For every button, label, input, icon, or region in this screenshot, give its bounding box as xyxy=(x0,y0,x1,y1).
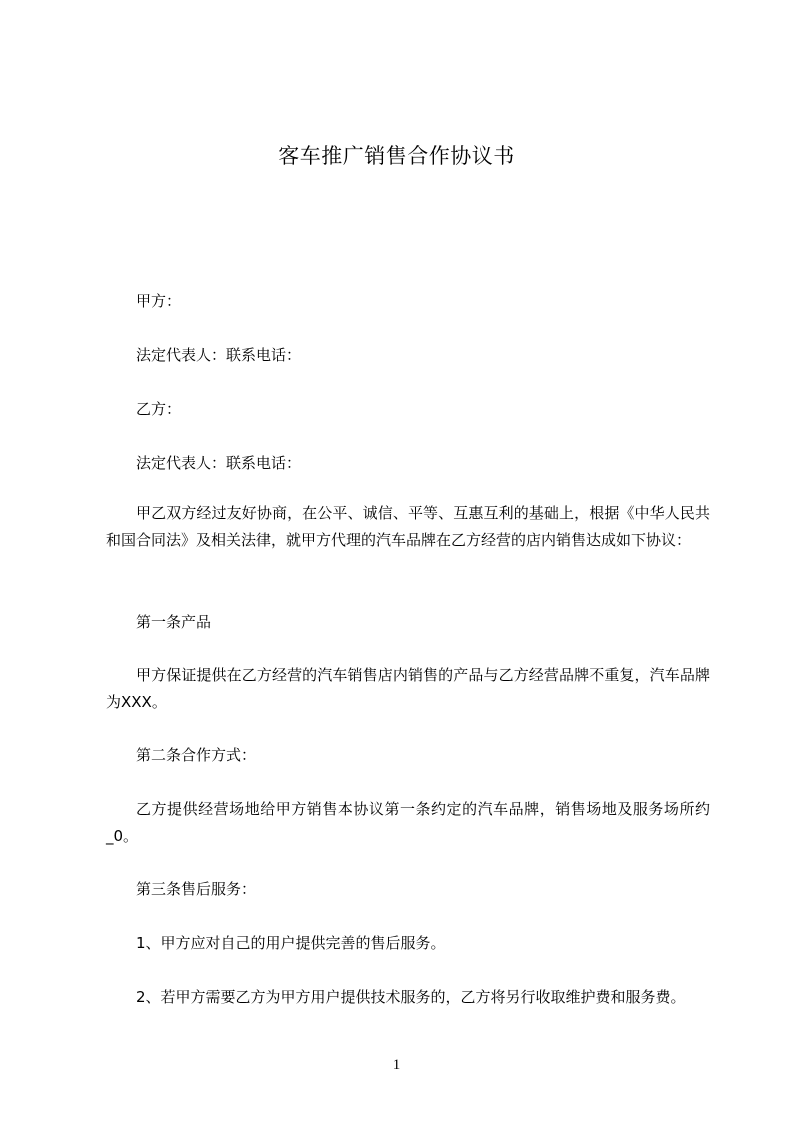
document-title: 客车推广销售合作协议书 xyxy=(278,144,515,168)
article1-heading: 第一条产品 xyxy=(136,613,212,631)
party-b-representative-line: 法定代表人：联系电话： xyxy=(136,454,302,472)
party-a-line: 甲方： xyxy=(136,292,182,310)
article3-item-1: 1、甲方应对自己的用户提供完善的售后服务。 xyxy=(136,934,446,952)
intro-paragraph: 甲乙双方经过友好协商，在公平、诚信、平等、互惠互利的基础上，根据《中华人民共和国合同法》及相关法律，就甲方代理的汽车品牌在乙方经营的店内销售达成如下协议： xyxy=(106,504,710,549)
party-b-line: 乙方： xyxy=(136,400,182,418)
article3-item-2: 2、若甲方需要乙方为甲方用户提供技术服务的，乙方将另行收取维护费和服务费。 xyxy=(136,988,686,1006)
party-a-representative-line: 法定代表人：联系电话： xyxy=(136,346,302,364)
article3-heading: 第三条售后服务： xyxy=(136,880,257,898)
article2-paragraph: 乙方提供经营场地给甲方销售本协议第一条约定的汽车品牌，销售场地及服务场所约_0。 xyxy=(106,800,710,845)
article2-heading: 第二条合作方式： xyxy=(136,746,257,764)
page-number: 1 xyxy=(392,1057,401,1073)
article1-paragraph: 甲方保证提供在乙方经营的汽车销售店内销售的产品与乙方经营品牌不重复，汽车品牌为XXX。 xyxy=(106,666,710,711)
